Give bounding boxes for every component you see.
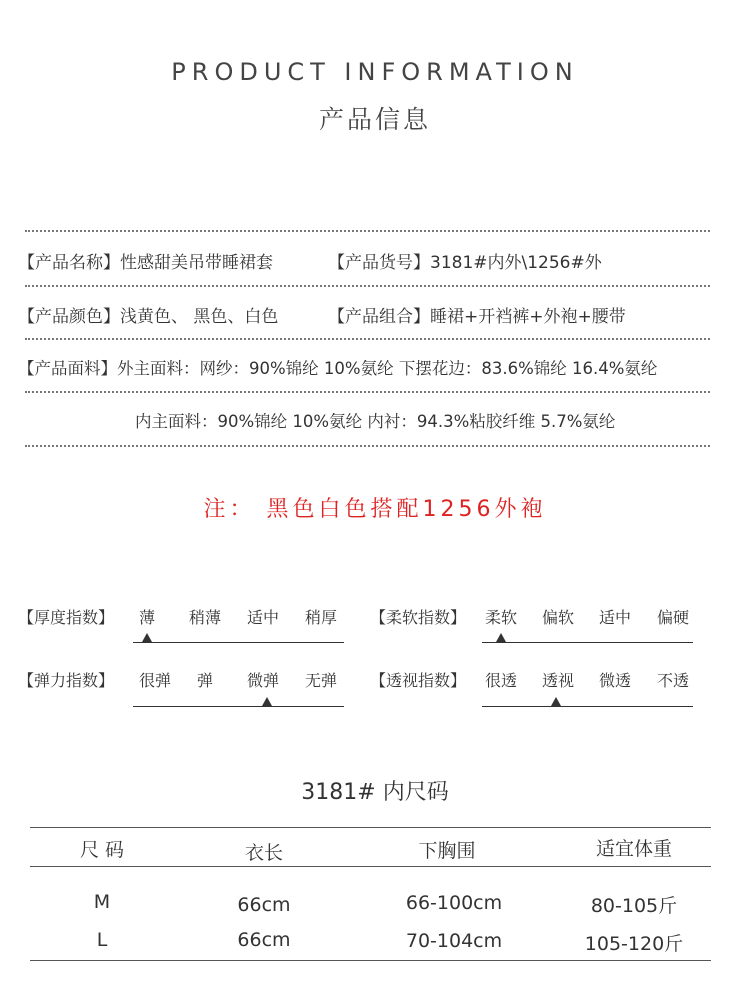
- thickness-option: 薄: [138, 608, 155, 627]
- product-color-value: 浅黄色、 黑色、白色: [120, 307, 279, 327]
- product-fabric-inner-value: 内主面料：90%锦纶 10%氨纶 内衬：94.3%粘胶纤维 5.7%氨纶: [135, 412, 616, 431]
- thickness-line: [133, 642, 344, 643]
- product-code-label: 【产品货号】: [328, 253, 430, 273]
- transparency-line: [482, 706, 693, 707]
- size-table-title: 3181# 内尺码: [301, 780, 449, 805]
- table-header-underbust: 下胸围: [418, 840, 476, 862]
- info-row-code: [328, 248, 602, 273]
- thickness-option: 稍薄: [188, 608, 221, 627]
- thickness-option: 适中: [246, 608, 279, 627]
- transparency-label: 【透视指数】: [370, 671, 467, 690]
- transparency-option: 很透: [484, 671, 517, 690]
- info-row-fabric: [18, 355, 657, 379]
- elasticity-option: 无弹: [304, 671, 337, 690]
- info-row-name: [18, 248, 273, 273]
- table-cell-underbust: 66-100cm: [405, 892, 503, 914]
- elasticity-option: 微弹: [246, 671, 279, 690]
- table-cell-size: L: [96, 929, 108, 951]
- divider-dotted: [25, 391, 710, 393]
- product-fabric-label: 【产品面料】: [18, 359, 117, 378]
- info-row-combo: [328, 302, 626, 327]
- thickness-option: 稍厚: [304, 608, 337, 627]
- note-text: 注： 黑色白色搭配1256外袍: [203, 497, 547, 522]
- elasticity-option: 弹: [196, 671, 213, 690]
- table-header-weight: 适宜体重: [595, 838, 672, 860]
- table-header-length: 衣长: [244, 842, 283, 864]
- product-combo-label: 【产品组合】: [328, 307, 430, 327]
- divider-dotted: [25, 445, 710, 447]
- product-fabric-value: 外主面料：网纱：90%锦纶 10%氨纶 下摆花边：83.6%锦纶 16.4%氨纶: [117, 359, 658, 378]
- transparency-option: 不透: [656, 671, 689, 690]
- softness-marker: [496, 633, 506, 642]
- table-cell-underbust: 70-104cm: [405, 930, 503, 952]
- table-top-border: [30, 827, 711, 828]
- transparency-option: 微透: [598, 671, 631, 690]
- title-chinese: 产品信息: [318, 105, 431, 134]
- product-name-value: 性感甜美吊带睡裙套: [120, 253, 273, 273]
- elasticity-line: [133, 706, 344, 707]
- transparency-marker: [551, 697, 561, 706]
- softness-line: [482, 642, 693, 643]
- softness-label: 【柔软指数】: [370, 608, 467, 627]
- divider-dotted: [25, 285, 710, 287]
- product-name-label: 【产品名称】: [18, 253, 120, 273]
- table-header-border: [30, 866, 711, 867]
- table-cell-weight: 80-105斤: [590, 895, 678, 917]
- table-cell-weight: 105-120斤: [584, 933, 684, 955]
- elasticity-marker: [262, 697, 272, 706]
- elasticity-option: 很弹: [138, 671, 171, 690]
- table-cell-length: 66cm: [237, 929, 291, 951]
- product-combo-value: 睡裙+开裆裤+外袍+腰带: [430, 307, 626, 327]
- softness-option: 柔软: [484, 608, 517, 627]
- divider-dotted: [25, 338, 710, 340]
- table-cell-length: 66cm: [237, 894, 291, 916]
- divider-dotted: [25, 230, 710, 232]
- table-header-size: 尺 码: [79, 839, 125, 861]
- softness-option: 适中: [598, 608, 631, 627]
- product-code-value: 3181#内外\1256#外: [430, 253, 602, 273]
- table-bottom-border: [30, 960, 711, 961]
- info-row-color: [18, 302, 278, 327]
- title-english: PRODUCT INFORMATION: [171, 58, 579, 86]
- thickness-label: 【厚度指数】: [18, 608, 115, 627]
- table-cell-size: M: [93, 891, 111, 913]
- elasticity-label: 【弹力指数】: [18, 671, 115, 690]
- thickness-marker: [142, 633, 152, 642]
- product-color-label: 【产品颜色】: [18, 307, 120, 327]
- softness-option: 偏软: [541, 608, 574, 627]
- transparency-option: 透视: [541, 671, 574, 690]
- info-row-fabric-inner: [135, 408, 615, 432]
- softness-option: 偏硬: [656, 608, 689, 627]
